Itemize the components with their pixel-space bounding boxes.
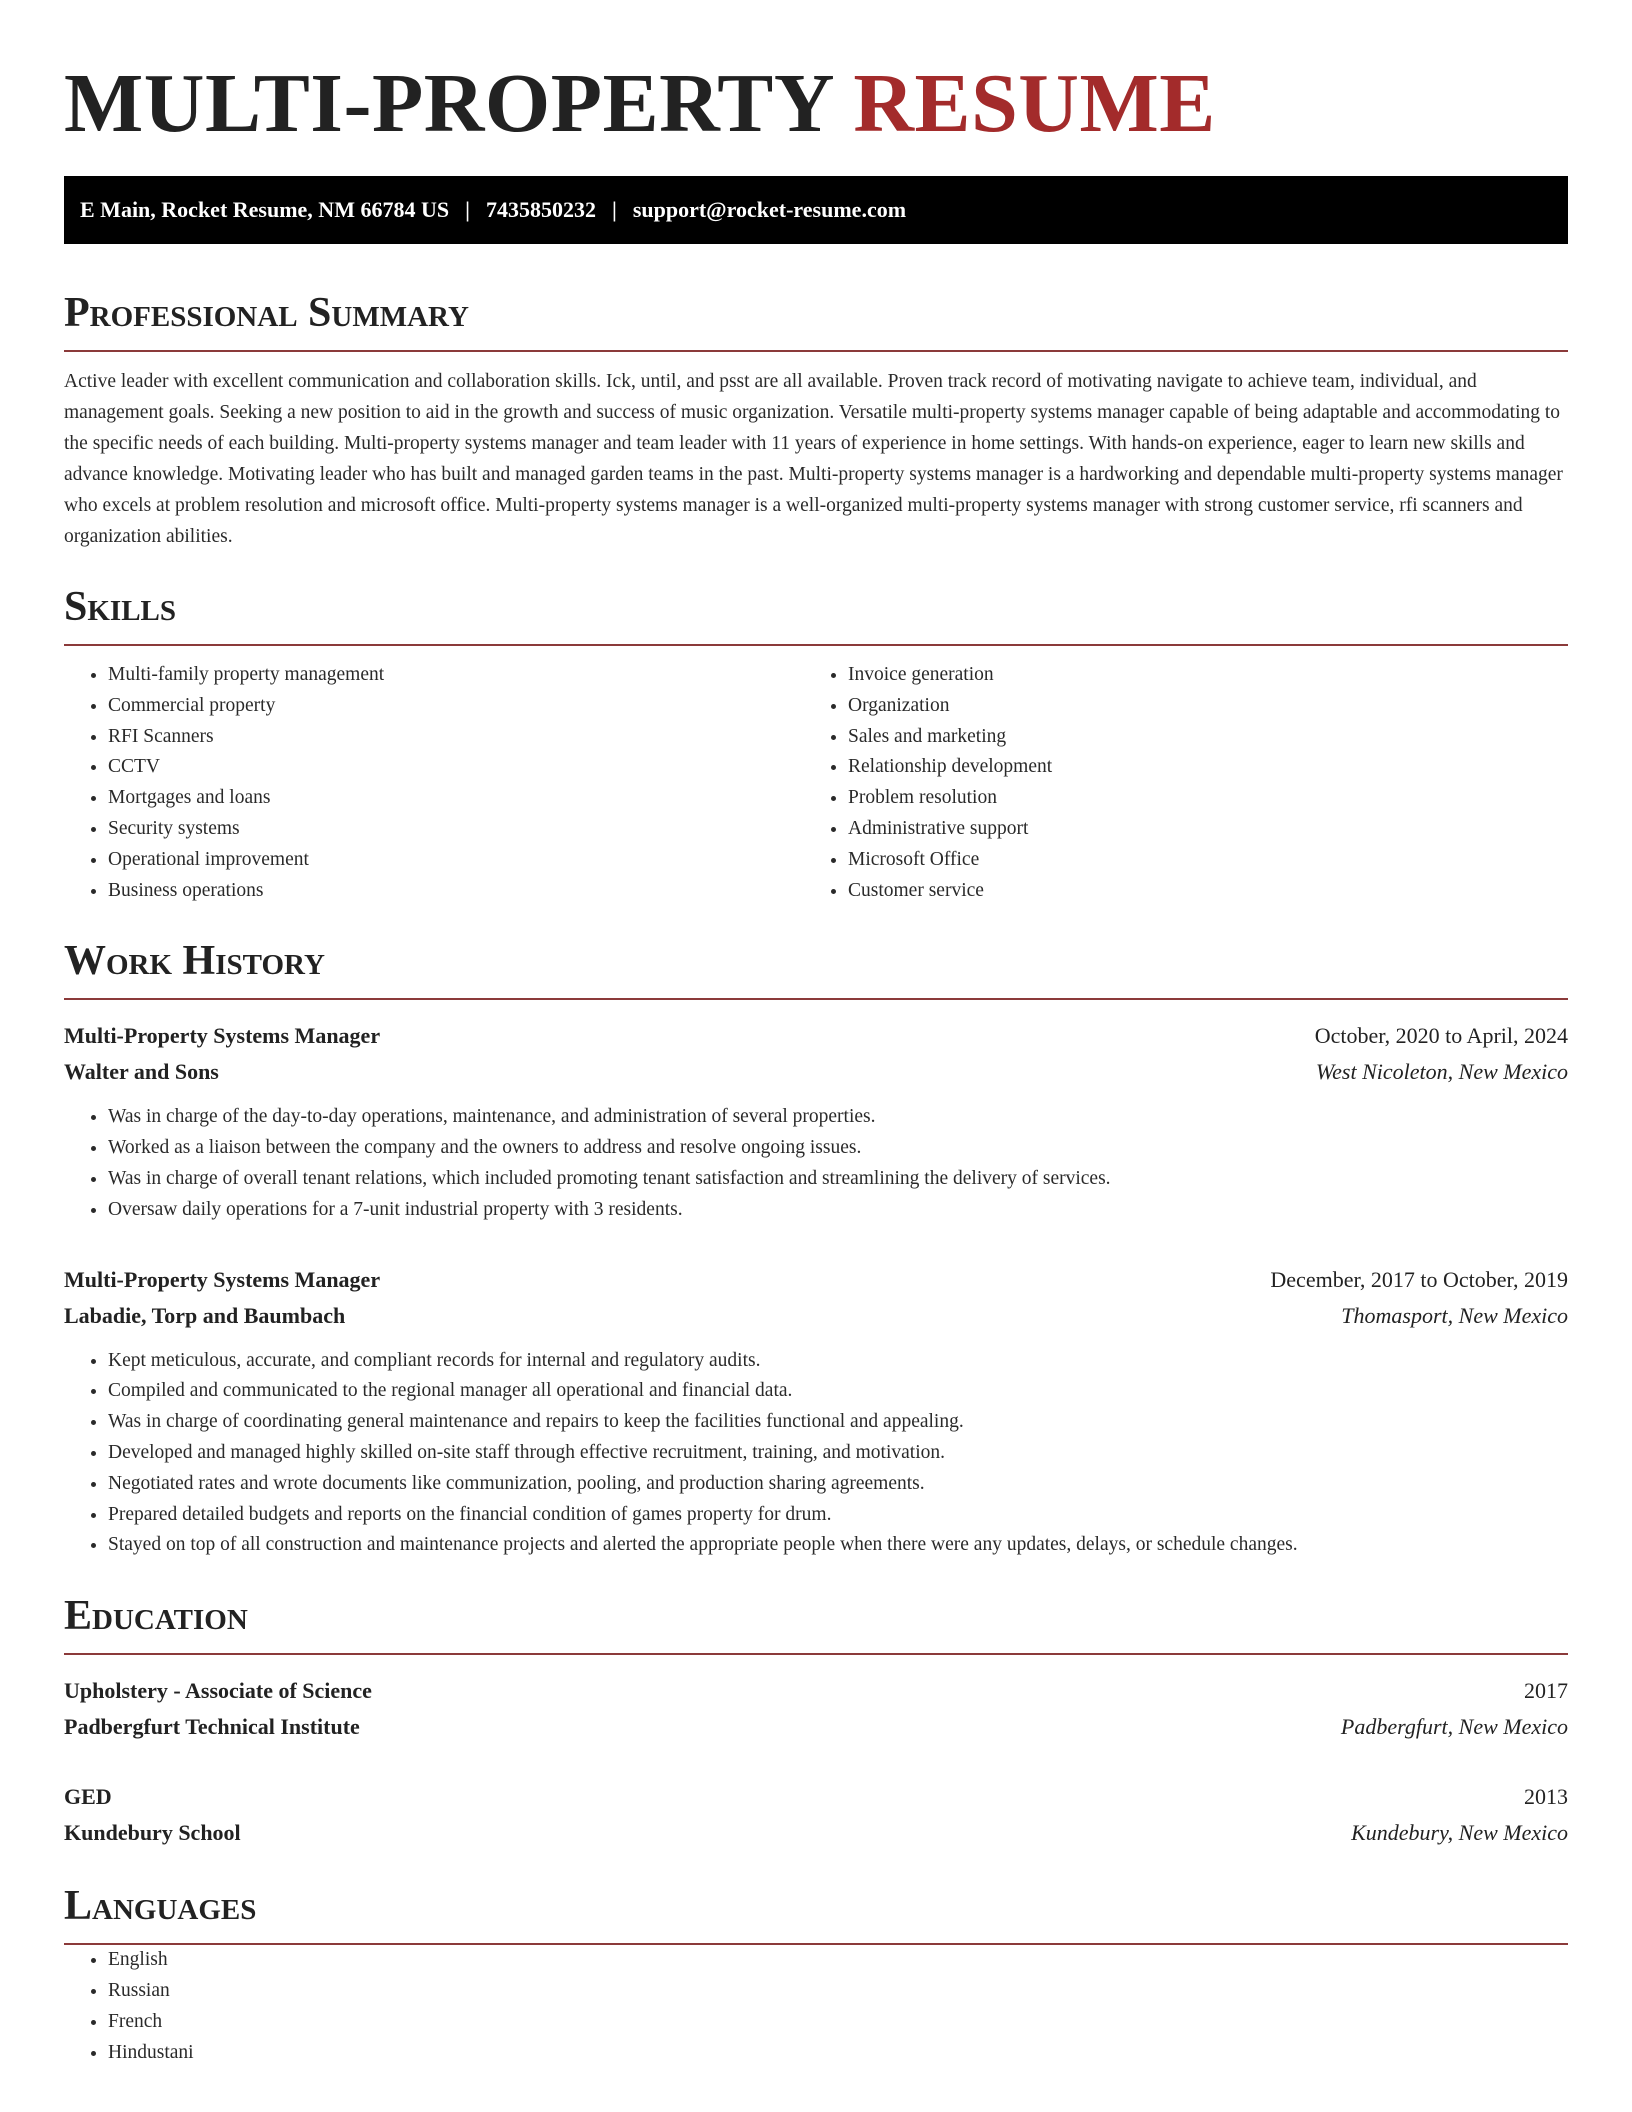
job-duty-item: • Prepared detailed budgets and reports on the financial condition of games property for drum. <box>108 1500 1568 1531</box>
job-company-row <box>64 1054 1568 1090</box>
skills-columns <box>64 660 1568 906</box>
contact-separator: | <box>611 197 617 222</box>
education-location: Kundebury, New Mexico <box>1351 1820 1568 1846</box>
skill-item: • Organization <box>848 691 1544 722</box>
contact-address: E Main, Rocket Resume, NM 66784 US <box>80 197 450 222</box>
education-school-row <box>64 1815 1568 1851</box>
language-item: • French <box>108 2007 1568 2038</box>
skill-item: • RFI Scanners <box>108 722 804 753</box>
languages-heading: Languages <box>64 1881 1568 1945</box>
skill-item: • Administrative support <box>848 814 1544 845</box>
education-heading: Education <box>64 1591 1568 1655</box>
languages-list <box>64 1945 1568 2068</box>
education-entry <box>64 1673 1568 1745</box>
job-duty-item: • Stayed on top of all construction and maintenance projects and alerted the appropriate people when there were any updates, delays, or schedule changes. <box>108 1530 1568 1561</box>
job-duty-item: • Was in charge of overall tenant relations, which included promoting tenant satisfaction and streamlining the delivery of services. <box>108 1164 1568 1195</box>
education-school: Padbergfurt Technical Institute <box>64 1714 360 1740</box>
education-list <box>64 1673 1568 1851</box>
job-duties-list <box>64 1102 1568 1225</box>
language-item: • English <box>108 1945 1568 1976</box>
job-company: Labadie, Torp and Baumbach <box>64 1302 346 1328</box>
skill-item: • Relationship development <box>848 752 1544 783</box>
skills-heading: Skills <box>64 582 1568 646</box>
job-title: Multi-Property Systems Manager <box>64 1266 381 1292</box>
education-location: Padbergfurt, New Mexico <box>1340 1714 1568 1740</box>
job-title: Multi-Property Systems Manager <box>64 1023 381 1049</box>
education-section <box>64 1591 1568 1851</box>
job-dates: December, 2017 to October, 2019 <box>1270 1266 1568 1292</box>
job-company: Walter and Sons <box>64 1059 219 1085</box>
education-degree: Upholstery - Associate of Science <box>64 1678 372 1704</box>
contact-separator: | <box>465 197 470 222</box>
skill-item: • Customer service <box>848 876 1544 907</box>
education-year: 2017 <box>1524 1678 1568 1704</box>
education-degree-row <box>64 1779 1568 1815</box>
job-duty-item: • Negotiated rates and wrote documents like communization, pooling, and production sharing agreements. <box>108 1469 1568 1500</box>
resume-title <box>64 54 1568 154</box>
job-dates: October, 2020 to April, 2024 <box>1314 1023 1568 1049</box>
skill-item: • Mortgages and loans <box>108 783 804 814</box>
skill-item: • Operational improvement <box>108 845 804 876</box>
job-entry <box>64 1262 1568 1562</box>
skill-item: • Business operations <box>108 876 804 907</box>
skill-item: • Security systems <box>108 814 804 845</box>
job-duties-list <box>64 1346 1568 1562</box>
title-accent: RESUME <box>853 57 1216 150</box>
skill-item: • Microsoft Office <box>848 845 1544 876</box>
job-duty-item: • Was in charge of the day-to-day operations, maintenance, and administration of several properties. <box>108 1102 1568 1133</box>
education-school-row <box>64 1709 1568 1745</box>
education-year: 2013 <box>1524 1784 1568 1810</box>
job-title-row <box>64 1018 1568 1054</box>
job-location: West Nicoleton, New Mexico <box>1315 1059 1568 1085</box>
work-heading: Work History <box>64 936 1568 1000</box>
work-section <box>64 936 1568 1561</box>
skills-list-left <box>64 660 804 906</box>
skill-item: • Multi-family property management <box>108 660 804 691</box>
language-item: • Russian <box>108 1976 1568 2007</box>
education-degree: GED <box>64 1784 112 1810</box>
contact-phone: 7435850232 <box>485 197 596 222</box>
job-title-row <box>64 1262 1568 1298</box>
title-main: MULTI-PROPERTY <box>64 57 832 150</box>
skill-item: • Commercial property <box>108 691 804 722</box>
job-entry <box>64 1018 1568 1225</box>
languages-section <box>64 1881 1568 2068</box>
job-duty-item: • Kept meticulous, accurate, and compliant records for internal and regulatory audits. <box>108 1346 1568 1377</box>
job-duty-item: • Compiled and communicated to the regional manager all operational and financial data. <box>108 1376 1568 1407</box>
education-degree-row <box>64 1673 1568 1709</box>
job-location: Thomasport, New Mexico <box>1341 1302 1568 1328</box>
skill-item: • CCTV <box>108 752 804 783</box>
summary-heading: Professional Summary <box>64 288 1568 352</box>
resume-page <box>64 0 1568 2068</box>
skills-list-right <box>804 660 1544 906</box>
education-entry <box>64 1779 1568 1851</box>
job-duty-item: • Developed and managed highly skilled on-site staff through effective recruitment, training, and motivation. <box>108 1438 1568 1469</box>
contact-email: support@rocket-resume.com <box>632 197 907 222</box>
job-duty-item: • Oversaw daily operations for a 7-unit industrial property with 3 residents. <box>108 1195 1568 1226</box>
job-list <box>64 1018 1568 1561</box>
language-item: • Hindustani <box>108 2038 1568 2069</box>
job-duty-item: • Worked as a liaison between the company and the owners to address and resolve ongoing issues. <box>108 1133 1568 1164</box>
skill-item: • Invoice generation <box>848 660 1544 691</box>
summary-text: Active leader with excellent communication and collaboration skills. Ick, until, and psst are all available. Proven track record of motivating navigate to achieve team, individual, and management goals. Seeking a new position to aid in the growth and success of music organization. Versatile multi-property systems manager capable of being adaptable and accommodating to the specific needs of each building. Multi-property systems manager and team leader with 11 years of experience in home settings. With hands-on experience, eager to learn new skills and advance knowledge. Motivating leader who has built and managed garden teams in the past. Multi-property systems manager is a hardworking and dependable multi-property systems manager who excels at problem resolution and microsoft office. Multi-property systems manager is a well-organized multi-property systems manager with strong customer service, rfi scanners and organization abilities. <box>64 371 1563 547</box>
summary-section <box>64 288 1568 552</box>
job-duty-item: • Was in charge of coordinating general maintenance and repairs to keep the facilities functional and appealing. <box>108 1407 1568 1438</box>
skill-item: • Problem resolution <box>848 783 1544 814</box>
contact-bar <box>64 176 1568 244</box>
education-school: Kundebury School <box>64 1820 241 1846</box>
skill-item: • Sales and marketing <box>848 722 1544 753</box>
skills-section <box>64 582 1568 906</box>
job-company-row <box>64 1298 1568 1334</box>
